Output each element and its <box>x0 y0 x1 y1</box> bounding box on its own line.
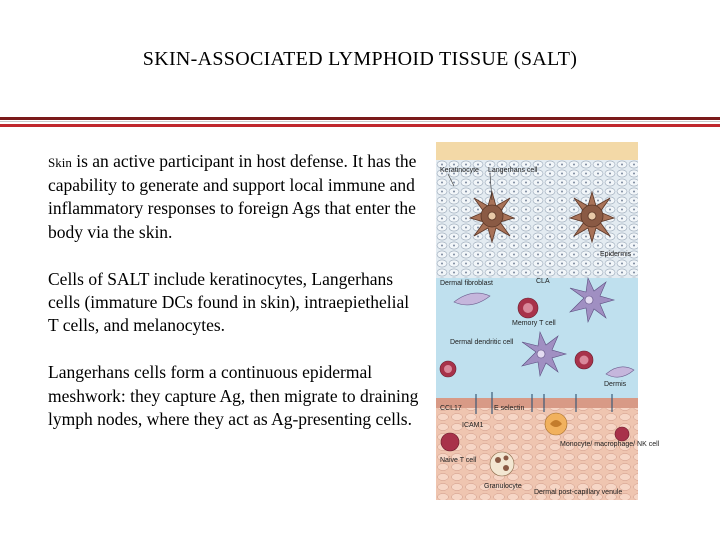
label-dermis: Dermis <box>604 381 627 388</box>
label-granulocyte: Granulocyte <box>484 483 522 490</box>
label-naive-t: Naive T cell <box>440 457 477 464</box>
paragraph-lead: Skin <box>48 155 72 170</box>
paragraph-rest: is an active participant in host defense. It has the capability to generate and support local immune and inflammatory responses to foreign Ags that enter the body via the skin. <box>48 151 417 242</box>
langerhans-cell <box>570 192 614 242</box>
memory-t-cell <box>615 427 629 441</box>
paragraph-salt-cells: Cells of SALT include keratinocytes, Langerhans cells (immature DCs found in skin), intraepiethelial T cells, and melanocytes. <box>48 268 410 336</box>
label-ccl17: CCL17 <box>440 405 462 412</box>
label-langerhans: Langerhans cell <box>488 167 538 174</box>
label-venule: Dermal post-capillary venule <box>534 489 623 496</box>
label-cla: CLA <box>536 278 550 285</box>
naive-t-cell <box>441 433 459 451</box>
vessel-wall <box>436 398 638 408</box>
paragraph-langerhans: Langerhans cells form a continuous epidermal meshwork: they capture Ag, then migrate to draining lymph nodes, where they act as Ag-presenting cells. <box>48 362 419 429</box>
label-dermal-dc: Dermal dendritic cell <box>450 339 514 346</box>
label-dermal-fibroblast: Dermal fibroblast <box>440 280 493 287</box>
label-e-selectin: E selectin <box>494 405 525 412</box>
title-rule-light <box>0 121 720 122</box>
slide-title: SKIN-ASSOCIATED LYMPHOID TISSUE (SALT) <box>142 48 578 70</box>
paragraph-skin <box>48 150 420 244</box>
label-epidermis: Epidermis <box>600 251 632 258</box>
label-memory-t: Memory T cell <box>512 320 556 327</box>
title-rule-dark <box>0 117 720 120</box>
label-monocyte: Monocyte/ macrophage/ NK cell <box>560 441 660 448</box>
body-text <box>48 150 420 455</box>
label-keratinocyte: Keratinocyte <box>440 167 479 174</box>
title-rule-red <box>0 124 720 127</box>
label-icam1: ICAM1 <box>462 422 484 429</box>
salt-diagram <box>436 142 660 500</box>
granulocyte <box>490 452 514 476</box>
